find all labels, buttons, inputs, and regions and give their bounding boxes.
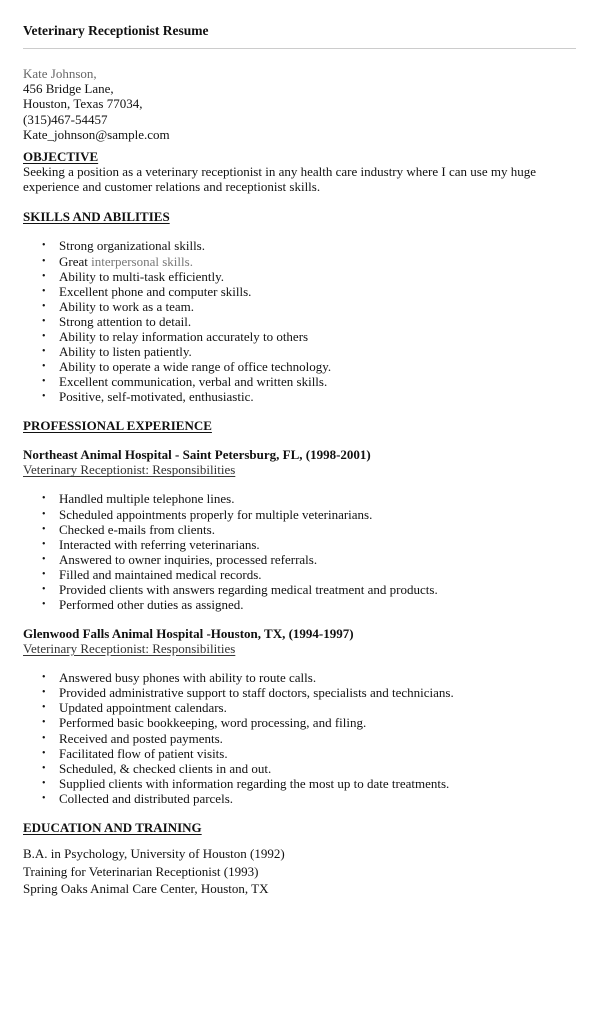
contact-phone: (315)467-54457 [23,111,108,127]
list-item [23,746,576,761]
contact-address-line1: 456 Bridge Lane, [23,81,114,97]
bullet-icon: • [42,346,46,358]
title-divider [23,48,576,49]
list-item-text: Ability to operate a wide range of office technology. [59,359,332,375]
bullet-icon: • [42,792,46,804]
list-item [23,314,576,329]
list-item [23,582,576,597]
list-item-text: Performed basic bookkeeping, word processing, and filing. [59,715,367,731]
bullet-icon: • [42,672,46,684]
education-line: B.A. in Psychology, University of Houston (1992) [23,846,285,862]
list-item [23,776,576,791]
bullet-icon: • [42,376,46,388]
list-item-text: Filled and maintained medical records. [59,566,262,582]
bullet-icon: • [42,732,46,744]
education-line: Training for Veterinarian Receptionist (1993) [23,863,259,879]
bullet-icon: • [42,747,46,759]
list-item-text: Handled multiple telephone lines. [59,491,235,507]
contact-name: Kate Johnson, [23,66,97,81]
contact-email: Kate_johnson@sample.com [23,126,170,142]
list-item [23,700,576,715]
list-item [23,389,576,404]
list-item [23,359,576,374]
job-entry [23,626,576,806]
bullet-icon: • [42,330,46,342]
list-item-text: Answered busy phones with ability to route calls. [59,670,317,686]
list-item [23,522,576,537]
education-line: Spring Oaks Animal Care Center, Houston, TX [23,881,269,897]
bullet-icon: • [42,523,46,535]
list-item-text: Answered to owner inquiries, processed referrals. [59,551,318,567]
bullet-icon: • [42,508,46,520]
list-item-text: Great [59,253,92,269]
bullet-icon: • [42,361,46,373]
resume-page [23,22,576,898]
job-duties-list [23,670,576,806]
list-item-text: Ability to multi-task efficiently. [59,268,225,284]
list-item-text: Updated appointment calendars. [59,700,227,716]
list-item [23,537,576,552]
list-item [23,597,576,612]
list-item-text: Supplied clients with information regarding the most up to date treatments. [59,775,450,791]
document-title: Veterinary Receptionist Resume [23,23,209,38]
list-item [23,238,576,253]
bullet-icon: • [42,568,46,580]
bullet-icon: • [42,493,46,505]
bullet-icon: • [42,285,46,297]
list-item [23,670,576,685]
list-item-text: Ability to listen patiently. [59,344,192,360]
job-employer: Northeast Animal Hospital - Saint Petersburg, FL, (1998-2001) [23,447,371,463]
list-item-text: Received and posted payments. [59,730,223,746]
list-item [23,374,576,389]
bullet-icon: • [42,553,46,565]
education-heading: EDUCATION AND TRAINING [23,820,202,836]
bullet-icon: • [42,687,46,699]
bullet-icon: • [42,300,46,312]
education-block [23,845,576,898]
list-item [23,254,576,269]
list-item-text: Interacted with referring veterinarians. [59,536,260,552]
list-item [23,567,576,582]
bullet-icon: • [42,270,46,282]
list-item [23,731,576,746]
bullet-icon: • [42,391,46,403]
contact-block [23,66,576,142]
list-item-text: Scheduled appointments properly for multiple veterinarians. [59,506,373,522]
objective-heading: OBJECTIVE [23,149,99,165]
bullet-icon: • [42,240,46,252]
list-item [23,685,576,700]
list-item-text: Provided clients with answers regarding medical treatment and products. [59,582,438,598]
list-item-text: Facilitated flow of patient visits. [59,745,228,761]
job-duties-list [23,491,576,612]
contact-address-line2: Houston, Texas 77034, [23,96,143,112]
list-item [23,329,576,344]
list-item [23,344,576,359]
list-item-text: Ability to work as a team. [59,298,195,314]
skills-list [23,238,576,404]
list-item-text: Strong organizational skills. [59,238,205,254]
list-item [23,791,576,806]
experience-heading: PROFESSIONAL EXPERIENCE [23,418,212,434]
list-item-text: Provided administrative support to staff doctors, specialists and technicians. [59,685,454,701]
list-item-text: Ability to relay information accurately to others [59,328,309,344]
list-item-text: Collected and distributed parcels. [59,790,234,806]
list-item-text-light: interpersonal skills. [91,253,193,269]
list-item [23,552,576,567]
job-entry [23,447,576,612]
bullet-icon: • [42,762,46,774]
skills-heading: SKILLS AND ABILITIES [23,209,170,225]
job-role: Veterinary Receptionist: Responsibilities [23,462,236,478]
list-item-text: Excellent phone and computer skills. [59,283,252,299]
bullet-icon: • [42,717,46,729]
list-item [23,507,576,522]
list-item [23,299,576,314]
bullet-icon: • [42,599,46,611]
list-item-text: Excellent communication, verbal and written skills. [59,374,328,390]
list-item [23,269,576,284]
list-item [23,491,576,506]
list-item [23,761,576,776]
list-item-text: Scheduled, & checked clients in and out. [59,760,272,776]
list-item [23,715,576,730]
bullet-icon: • [42,584,46,596]
bullet-icon: • [42,777,46,789]
bullet-icon: • [42,255,46,267]
bullet-icon: • [42,315,46,327]
job-role: Veterinary Receptionist: Responsibilities [23,641,236,657]
objective-text: Seeking a position as a veterinary receptionist in any health care industry where I can use my huge experience and customer relations and receptionist skills. [23,164,536,195]
bullet-icon: • [42,702,46,714]
list-item-text: Performed other duties as assigned. [59,597,244,613]
list-item [23,284,576,299]
list-item-text: Checked e-mails from clients. [59,521,215,537]
job-employer: Glenwood Falls Animal Hospital -Houston, TX, (1994-1997) [23,626,354,642]
list-item-text: Strong attention to detail. [59,313,192,329]
list-item-text: Positive, self-motivated, enthusiastic. [59,389,254,405]
bullet-icon: • [42,538,46,550]
